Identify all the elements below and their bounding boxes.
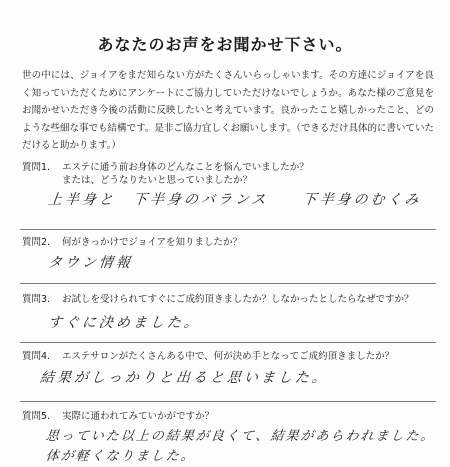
- question-1: [22, 161, 309, 187]
- question-1-text: エステに通う前お身体のどんなことを悩んでいましたか？: [62, 162, 309, 173]
- answer-4-line-1: 結果がしっかりと出ると思いました。: [39, 370, 330, 386]
- answer-5-line-2: 体が軽くなりました。: [45, 449, 197, 464]
- question-4-text: エステサロンがたくさんある中で、何が決め手となってご成約頂きましたか？: [62, 351, 395, 362]
- answer-1-line-1: 上半身と 下半身のバランス 下半身のむくみ: [47, 192, 423, 208]
- question-1-label: 質問1.: [22, 162, 51, 173]
- question-3-text: お試しを受けられてすぐにご成約頂きましたか？しなかったとしたらなぜですか？: [62, 294, 414, 305]
- question-4: [22, 350, 394, 363]
- divider: [20, 283, 436, 284]
- question-3: [22, 293, 414, 306]
- question-5-label: 質問5.: [22, 411, 51, 422]
- question-1-subtext: または、どうなりたいと思っていましたか？: [62, 175, 253, 186]
- divider: [20, 229, 436, 230]
- answer-2-line-1: タウン情報: [47, 255, 134, 271]
- answer-5-line-1: 思っていた以上の結果が良くて、結果があらわれました。: [45, 429, 437, 444]
- divider: [20, 401, 436, 402]
- question-5: [22, 410, 214, 423]
- question-4-label: 質問4.: [22, 351, 51, 362]
- question-3-label: 質問3.: [22, 294, 51, 305]
- intro-paragraph: 世の中には、ジョイアをまだ知らない方がたくさんいらっしゃいます。その方達にジョイアを良く知っていただくためにアンケートにご協力していただけないでしょうか。あなた様のご意見をお聞かせいただき今後の活動に反映したいと考えています。良かったこと嬉しかったこと、どのような些細な事でも結構です。是非ご協力宜しくお願いします。（できるだけ具体的に書いていただけると助かります。）: [22, 70, 434, 151]
- question-2: [22, 236, 242, 249]
- question-2-text: 何がきっかけでジョイアを知りましたか？: [62, 237, 243, 248]
- answer-3-line-1: すぐに決めました。: [47, 315, 202, 331]
- divider: [20, 342, 436, 343]
- question-2-label: 質問2.: [22, 237, 51, 248]
- page-title: あなたのお声をお聞かせ下さい。: [97, 35, 353, 54]
- question-5-text: 実際に通われてみていかがですか？: [62, 411, 215, 422]
